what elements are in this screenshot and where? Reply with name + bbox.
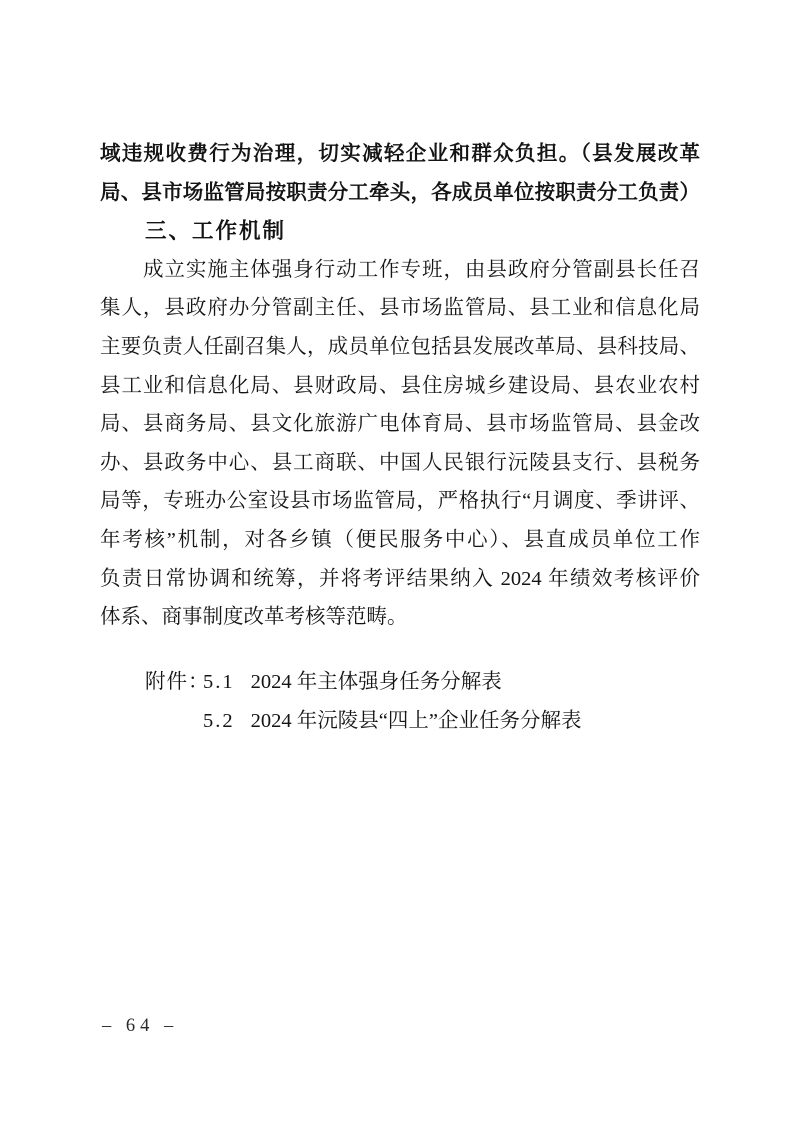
paragraph-line: 主要负责人任副召集人，成员单位包括县发展改革局、县科技局、: [100, 335, 700, 358]
attachment-item-title: 2024 年主体强身任务分解表: [250, 671, 502, 693]
paragraph-line: 县工业和信息化局、县财政局、县住房城乡建设局、县农业农村: [100, 374, 700, 397]
paragraph-line: 局、县商务局、县文化旅游广电体育局、县市场监管局、县金改: [100, 413, 700, 436]
paragraph-line: 办、县政务中心、县工商联、中国人民银行沅陵县支行、县税务: [100, 451, 700, 474]
attachment-item-number: 5.1: [203, 671, 235, 693]
paragraph-line: 局、县市场监管局按职责分工牵头，各成员单位按职责分工负责）: [100, 181, 700, 204]
attachment-item: [100, 663, 740, 702]
paragraph-line: 负责日常协调和统筹，并将考评结果纳入 2024 年绩效考核评价: [100, 567, 700, 590]
paragraph-line: 年考核”机制，对各乡镇（便民服务中心）、县直成员单位工作: [100, 528, 700, 551]
attachment-item-title: 2024 年沅陵县“四上”企业任务分解表: [250, 709, 582, 732]
attachment-item: [100, 702, 740, 741]
body-text: [100, 135, 700, 637]
paragraph-line: 成立实施主体强身行动工作专班，由县政府分管副县长任召: [143, 258, 700, 281]
page-number: – 64 –: [102, 1016, 179, 1036]
attachment-item-number: 5.2: [203, 709, 235, 732]
section-heading: 三、工作机制: [145, 219, 287, 244]
attachments-label: 附件：: [145, 671, 210, 693]
attachments-block: [100, 663, 740, 740]
paragraph-line: 局等，专班办公室设县市场监管局，严格执行“月调度、季讲评、: [100, 490, 700, 513]
paragraph-line: 体系、商事制度改革考核等范畴。: [100, 606, 408, 629]
paragraph-line: 域违规收费行为治理，切实减轻企业和群众负担。（县发展改革: [100, 143, 700, 165]
paragraph-line: 集人，县政府办分管副主任、县市场监管局、县工业和信息化局: [100, 297, 700, 320]
